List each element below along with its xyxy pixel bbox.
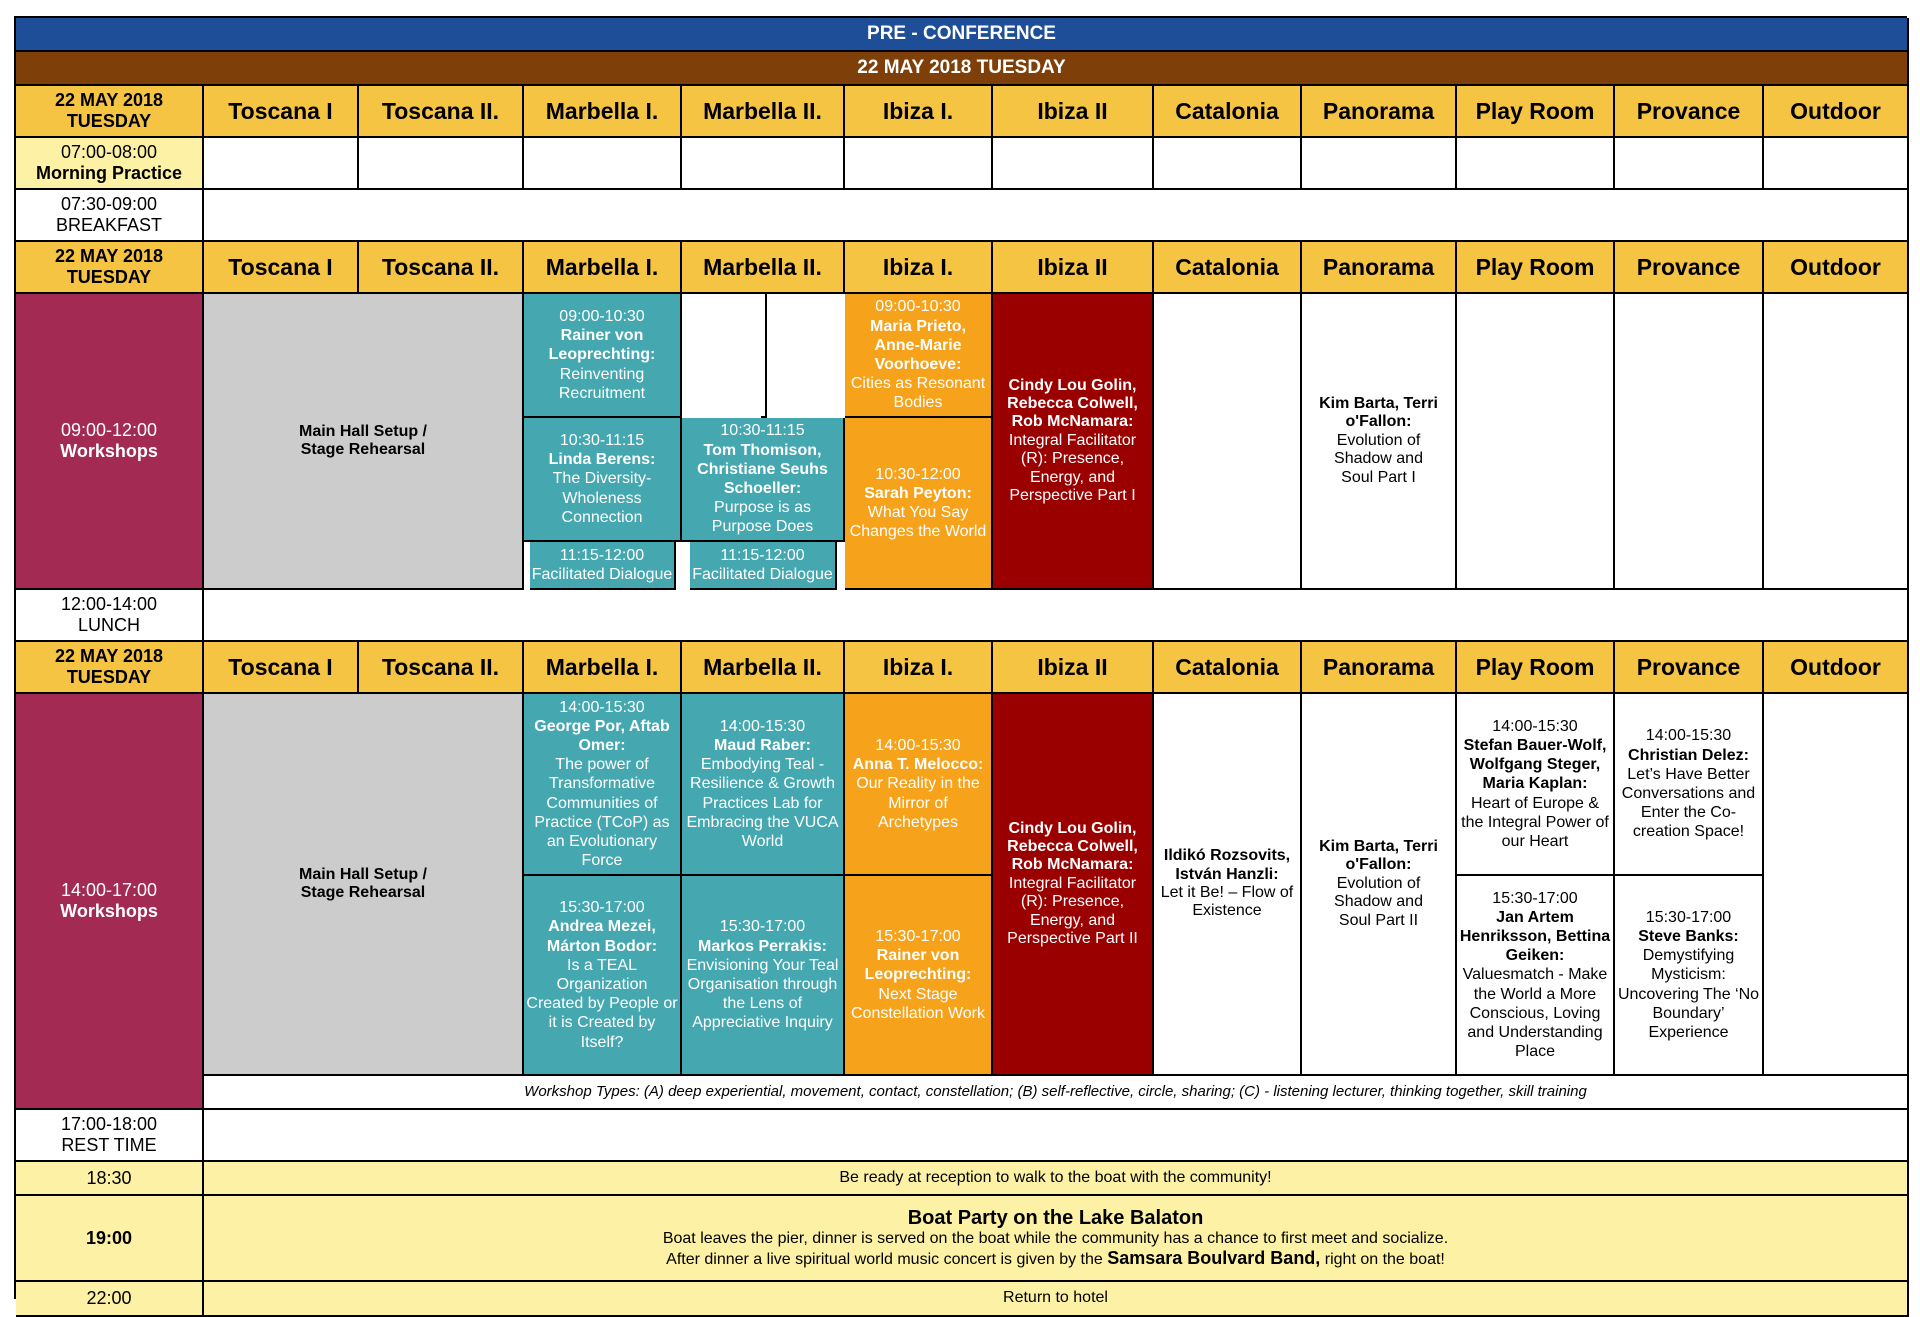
- session-time: 14:00-15:30: [559, 698, 645, 716]
- session-title: Let’s Have Better Conversations and Enter the Co-creation Space!: [1621, 765, 1756, 841]
- date-cell: [16, 86, 204, 138]
- room-header: Ibiza I.: [845, 642, 993, 694]
- session-title: Cities as Resonant Bodies: [850, 375, 986, 412]
- session-time: 14:00-15:30: [1492, 717, 1578, 735]
- room-header: Marbella I.: [524, 642, 682, 694]
- room-header: Ibiza II: [993, 642, 1154, 694]
- slot-morning-practice: [16, 138, 204, 190]
- empty-span: [204, 1110, 1909, 1162]
- session-title: The Diversity-Wholeness Connection: [552, 470, 652, 526]
- slot-workshops-pm: [16, 694, 204, 1110]
- session-card: [682, 694, 845, 876]
- session-speaker: Andrea Mezei, Márton Bodor:: [546, 918, 658, 955]
- boat-party-line: Boat leaves the pier, dinner is served on the boat while the community has a chance to first meet and socialize.: [662, 1229, 1449, 1247]
- session-speaker: Rainer von Leoprechting:: [548, 327, 656, 364]
- slot-time: 07:00-08:00: [60, 142, 158, 163]
- session-card: [1457, 876, 1615, 1076]
- session-speaker: Rainer von Leoprechting:: [864, 947, 972, 984]
- session-title: Purpose is as Purpose Does: [711, 499, 814, 536]
- session-title: The power of Transformative Communities of Practice (TCoP) as an Evolutionary Force: [534, 756, 670, 870]
- boat-line-text: right on the boat!: [1324, 1251, 1445, 1268]
- slot-time: 09:00-12:00: [60, 420, 158, 441]
- empty-cell: [1764, 694, 1909, 1076]
- session-speaker: Steve Banks:: [1638, 928, 1739, 946]
- empty-cell: [1457, 138, 1615, 190]
- session-title: Envisioning Your Teal Organisation through the Lens of Appreciative Inquiry: [686, 956, 839, 1032]
- empty-cell: [1764, 294, 1909, 590]
- session-time: 11:15-12:00: [559, 546, 645, 564]
- setup-line: Stage Rehearsal: [300, 441, 426, 458]
- room-header: Outdoor: [1764, 86, 1909, 138]
- room-header: Marbella II.: [682, 642, 845, 694]
- session-title: Valuesmatch - Make the World a More Conscious, Loving and Understanding Place: [1462, 966, 1608, 1061]
- room-header: Outdoor: [1764, 242, 1909, 294]
- room-header: Toscana II.: [359, 86, 524, 138]
- empty-span: [204, 190, 1909, 242]
- room-header: Panorama: [1302, 242, 1457, 294]
- room-header: Toscana I: [204, 242, 359, 294]
- session-speaker: Jan Artem Henriksson, Bettina Geiken:: [1459, 908, 1611, 965]
- reception-message: Be ready at reception to walk to the boat with the community!: [204, 1162, 1909, 1196]
- setup-line: Main Hall Setup /: [298, 865, 427, 883]
- empty-cell: [845, 138, 993, 190]
- slot-label: Morning Practice: [35, 163, 183, 183]
- weekday-line: TUESDAY: [66, 667, 152, 687]
- session-time: 14:00-15:30: [1645, 727, 1732, 745]
- room-header: Ibiza II: [993, 86, 1154, 138]
- room-header: Marbella I.: [524, 86, 682, 138]
- session-title: Integral Facilitator (R): Presence, Energy, and Perspective Part I: [1008, 431, 1137, 504]
- ibiza2-afternoon: [993, 694, 1154, 1076]
- boat-party-line: [666, 1248, 1445, 1269]
- session-time: 15:30-17:00: [875, 928, 961, 946]
- return-message: Return to hotel: [204, 1282, 1909, 1317]
- empty-cell: [682, 138, 845, 190]
- marbella1-morning: [524, 294, 682, 590]
- empty-span: [204, 590, 1909, 642]
- room-header: Provance: [1615, 86, 1764, 138]
- slot-breakfast: [16, 190, 204, 242]
- session-speaker: Linda Berens:: [548, 451, 656, 469]
- slot-label: Workshops: [60, 901, 158, 921]
- session-time: 15:30-17:00: [1492, 889, 1578, 907]
- session-time: 15:30-17:00: [719, 918, 806, 936]
- session-time: 14:00-15:30: [875, 737, 961, 755]
- session-card: [524, 876, 682, 1076]
- session-title: Integral Facilitator (R): Presence, Energy, and Perspective Part II: [1007, 874, 1138, 947]
- session-title: Demystifying Mysticism: Uncovering The ‘No Boundary’ Experience: [1617, 947, 1760, 1041]
- session-speaker: Sarah Peyton:: [864, 484, 972, 502]
- session-time: 09:00-10:30: [875, 298, 961, 316]
- date-cell: [16, 642, 204, 694]
- session-speaker: Tom Thomison, Christiane Seuhs Schoeller:: [697, 441, 828, 497]
- room-header: Play Room: [1457, 642, 1615, 694]
- session-speaker: George Por, Aftab Omer:: [534, 717, 670, 755]
- day-title: 22 MAY 2018 TUESDAY: [857, 57, 1066, 79]
- session-title: Facilitated Dialogue: [692, 566, 833, 583]
- ibiza1-morning: [845, 294, 993, 590]
- room-header: Marbella I.: [524, 242, 682, 294]
- empty-cell: [1764, 138, 1909, 190]
- slot-time: 12:00-14:00: [60, 594, 158, 615]
- session-card: [682, 418, 845, 542]
- session-time: 10:30-12:00: [875, 465, 961, 483]
- session-card: [524, 694, 682, 876]
- slot-label: REST TIME: [61, 1135, 157, 1155]
- header-title: PRE - CONFERENCE: [867, 23, 1056, 45]
- slot-time: 17:00-18:00: [60, 1114, 158, 1135]
- session-speaker: Cindy Lou Golin, Rebecca Colwell, Rob McNamara:: [1007, 376, 1138, 431]
- time-1830: 18:30: [16, 1162, 204, 1196]
- weekday-line: TUESDAY: [66, 111, 152, 131]
- time-2200: 22:00: [16, 1282, 204, 1317]
- session-card: [682, 876, 845, 1076]
- room-header: Toscana I: [204, 642, 359, 694]
- session-card: [845, 694, 993, 876]
- session-card: [845, 418, 993, 590]
- slot-lunch: [16, 590, 204, 642]
- marbella1-afternoon: [524, 694, 682, 1076]
- session-title: Heart of Europe & the Integral Power of our Heart: [1461, 794, 1609, 850]
- panorama-afternoon: [1302, 694, 1457, 1076]
- date-line: 22 MAY 2018: [54, 90, 164, 111]
- session-time: 15:30-17:00: [1645, 908, 1732, 926]
- provance-afternoon: [1615, 694, 1764, 1076]
- room-header: Play Room: [1457, 86, 1615, 138]
- room-header: Ibiza I.: [845, 86, 993, 138]
- marbella2-afternoon: [682, 694, 845, 1076]
- room-header: Marbella II.: [682, 86, 845, 138]
- session-time: 10:30-11:15: [720, 422, 805, 440]
- session-title: Embodying Teal - Resilience & Growth Practices Lab for Embracing the VUCA World: [686, 756, 839, 850]
- room-header: Panorama: [1302, 86, 1457, 138]
- ibiza1-afternoon: [845, 694, 993, 1076]
- empty-cell: [1154, 138, 1302, 190]
- empty-cell: [359, 138, 524, 190]
- band-name: Samsara Boulvard Band,: [1107, 1248, 1321, 1268]
- boat-party: [204, 1196, 1909, 1282]
- session-title: Let it Be! – Flow of Existence: [1160, 884, 1294, 920]
- marbella2-morning: [682, 294, 845, 590]
- room-header: Ibiza II: [993, 242, 1154, 294]
- room-header: Catalonia: [1154, 242, 1302, 294]
- session-speaker: Cindy Lou Golin, Rebecca Colwell, Rob McNamara:: [1007, 819, 1138, 874]
- slot-rest: [16, 1110, 204, 1162]
- boat-line-text: After dinner a live spiritual world music concert is given by the: [666, 1251, 1103, 1268]
- date-line: 22 MAY 2018: [54, 246, 164, 267]
- main-hall-setup: [204, 294, 524, 590]
- ibiza2-morning: [993, 294, 1154, 590]
- empty-cell: [993, 138, 1154, 190]
- session-title: Evolution of Shadow and Soul Part II: [1334, 874, 1423, 929]
- setup-line: Stage Rehearsal: [300, 884, 426, 901]
- session-time: 15:30-17:00: [559, 899, 645, 917]
- room-header: Toscana II.: [359, 642, 524, 694]
- empty-cell: [1457, 294, 1615, 590]
- playroom-afternoon: [1457, 694, 1615, 1076]
- session-card: [690, 542, 837, 590]
- session-title: Facilitated Dialogue: [531, 566, 673, 583]
- empty-cell: [524, 138, 682, 190]
- session-card: [524, 418, 682, 542]
- session-time: 10:30-11:15: [559, 432, 645, 450]
- room-header: Marbella II.: [682, 242, 845, 294]
- main-hall-setup: [204, 694, 524, 1076]
- slot-label: Workshops: [60, 441, 158, 461]
- room-header: Provance: [1615, 642, 1764, 694]
- slot-workshops-am: [16, 294, 204, 590]
- session-speaker: Maria Prieto, Anne-Marie Voorhoeve:: [869, 317, 967, 373]
- room-header: Outdoor: [1764, 642, 1909, 694]
- empty-cell: [1615, 294, 1764, 590]
- empty-cell: [204, 138, 359, 190]
- date-cell: [16, 242, 204, 294]
- panorama-morning: [1302, 294, 1457, 590]
- weekday-line: TUESDAY: [66, 267, 152, 287]
- session-title: What You Say Changes the World: [849, 504, 987, 541]
- empty-cell: [761, 294, 767, 418]
- session-speaker: Stefan Bauer-Wolf, Wolfgang Steger, Maria Kaplan:: [1463, 737, 1607, 793]
- slot-time: 14:00-17:00: [60, 880, 158, 901]
- schedule-table: [14, 16, 1907, 1309]
- room-header: Play Room: [1457, 242, 1615, 294]
- session-title: Reinventing Recruitment: [558, 365, 646, 402]
- session-speaker: Anna T. Melocco:: [852, 756, 984, 774]
- workshop-types-note: Workshop Types: (A) deep experiential, movement, contact, constellation; (B) self-reflective, circle, sharing; (C) - listening lecturer, thinking together, skill training: [204, 1076, 1909, 1110]
- slot-label: LUNCH: [77, 615, 140, 635]
- session-card: [1457, 694, 1615, 876]
- boat-party-title: Boat Party on the Lake Balaton: [907, 1206, 1204, 1229]
- room-header: Provance: [1615, 242, 1764, 294]
- slot-label: BREAKFAST: [55, 215, 163, 235]
- room-header: Toscana I: [204, 86, 359, 138]
- session-speaker: Kim Barta, Terri o'Fallon:: [1319, 838, 1438, 874]
- time-1900: 19:00: [16, 1196, 204, 1282]
- day-header: [16, 52, 1909, 86]
- session-title: Our Reality in the Mirror of Archetypes: [856, 775, 980, 831]
- room-header: Panorama: [1302, 642, 1457, 694]
- slot-time: 07:30-09:00: [60, 194, 158, 215]
- catalonia-afternoon: [1154, 694, 1302, 1076]
- session-time: 11:15-12:00: [720, 546, 805, 564]
- setup-line: Main Hall Setup /: [298, 422, 427, 440]
- session-title: Is a TEAL Organization Created by People or it is Created by Itself?: [526, 956, 678, 1051]
- room-header: Toscana II.: [359, 242, 524, 294]
- session-title: Evolution of Shadow and Soul Part I: [1334, 431, 1423, 486]
- session-speaker: Maud Raber:: [714, 737, 811, 755]
- session-title: Next Stage Constellation Work: [851, 985, 985, 1022]
- session-speaker: Markos Perrakis:: [698, 937, 827, 955]
- room-header: Ibiza I.: [845, 242, 993, 294]
- session-card: [845, 294, 993, 418]
- session-card: [1615, 876, 1764, 1076]
- pre-conference-header: [16, 18, 1909, 52]
- session-card: [845, 876, 993, 1076]
- session-time: 14:00-15:30: [719, 717, 806, 735]
- session-speaker: Kim Barta, Terri o'Fallon:: [1319, 395, 1438, 431]
- empty-cell: [1615, 138, 1764, 190]
- room-header: Catalonia: [1154, 86, 1302, 138]
- session-card: [524, 294, 682, 418]
- session-speaker: Ildikó Rozsovits, István Hanzli:: [1163, 847, 1291, 883]
- session-time: 09:00-10:30: [559, 308, 645, 326]
- empty-cell: [1302, 138, 1457, 190]
- date-line: 22 MAY 2018: [54, 646, 164, 667]
- session-speaker: Christian Delez:: [1628, 746, 1749, 764]
- session-card: [530, 542, 677, 590]
- empty-cell: [1154, 294, 1302, 590]
- session-card: [1615, 694, 1764, 876]
- room-header: Catalonia: [1154, 642, 1302, 694]
